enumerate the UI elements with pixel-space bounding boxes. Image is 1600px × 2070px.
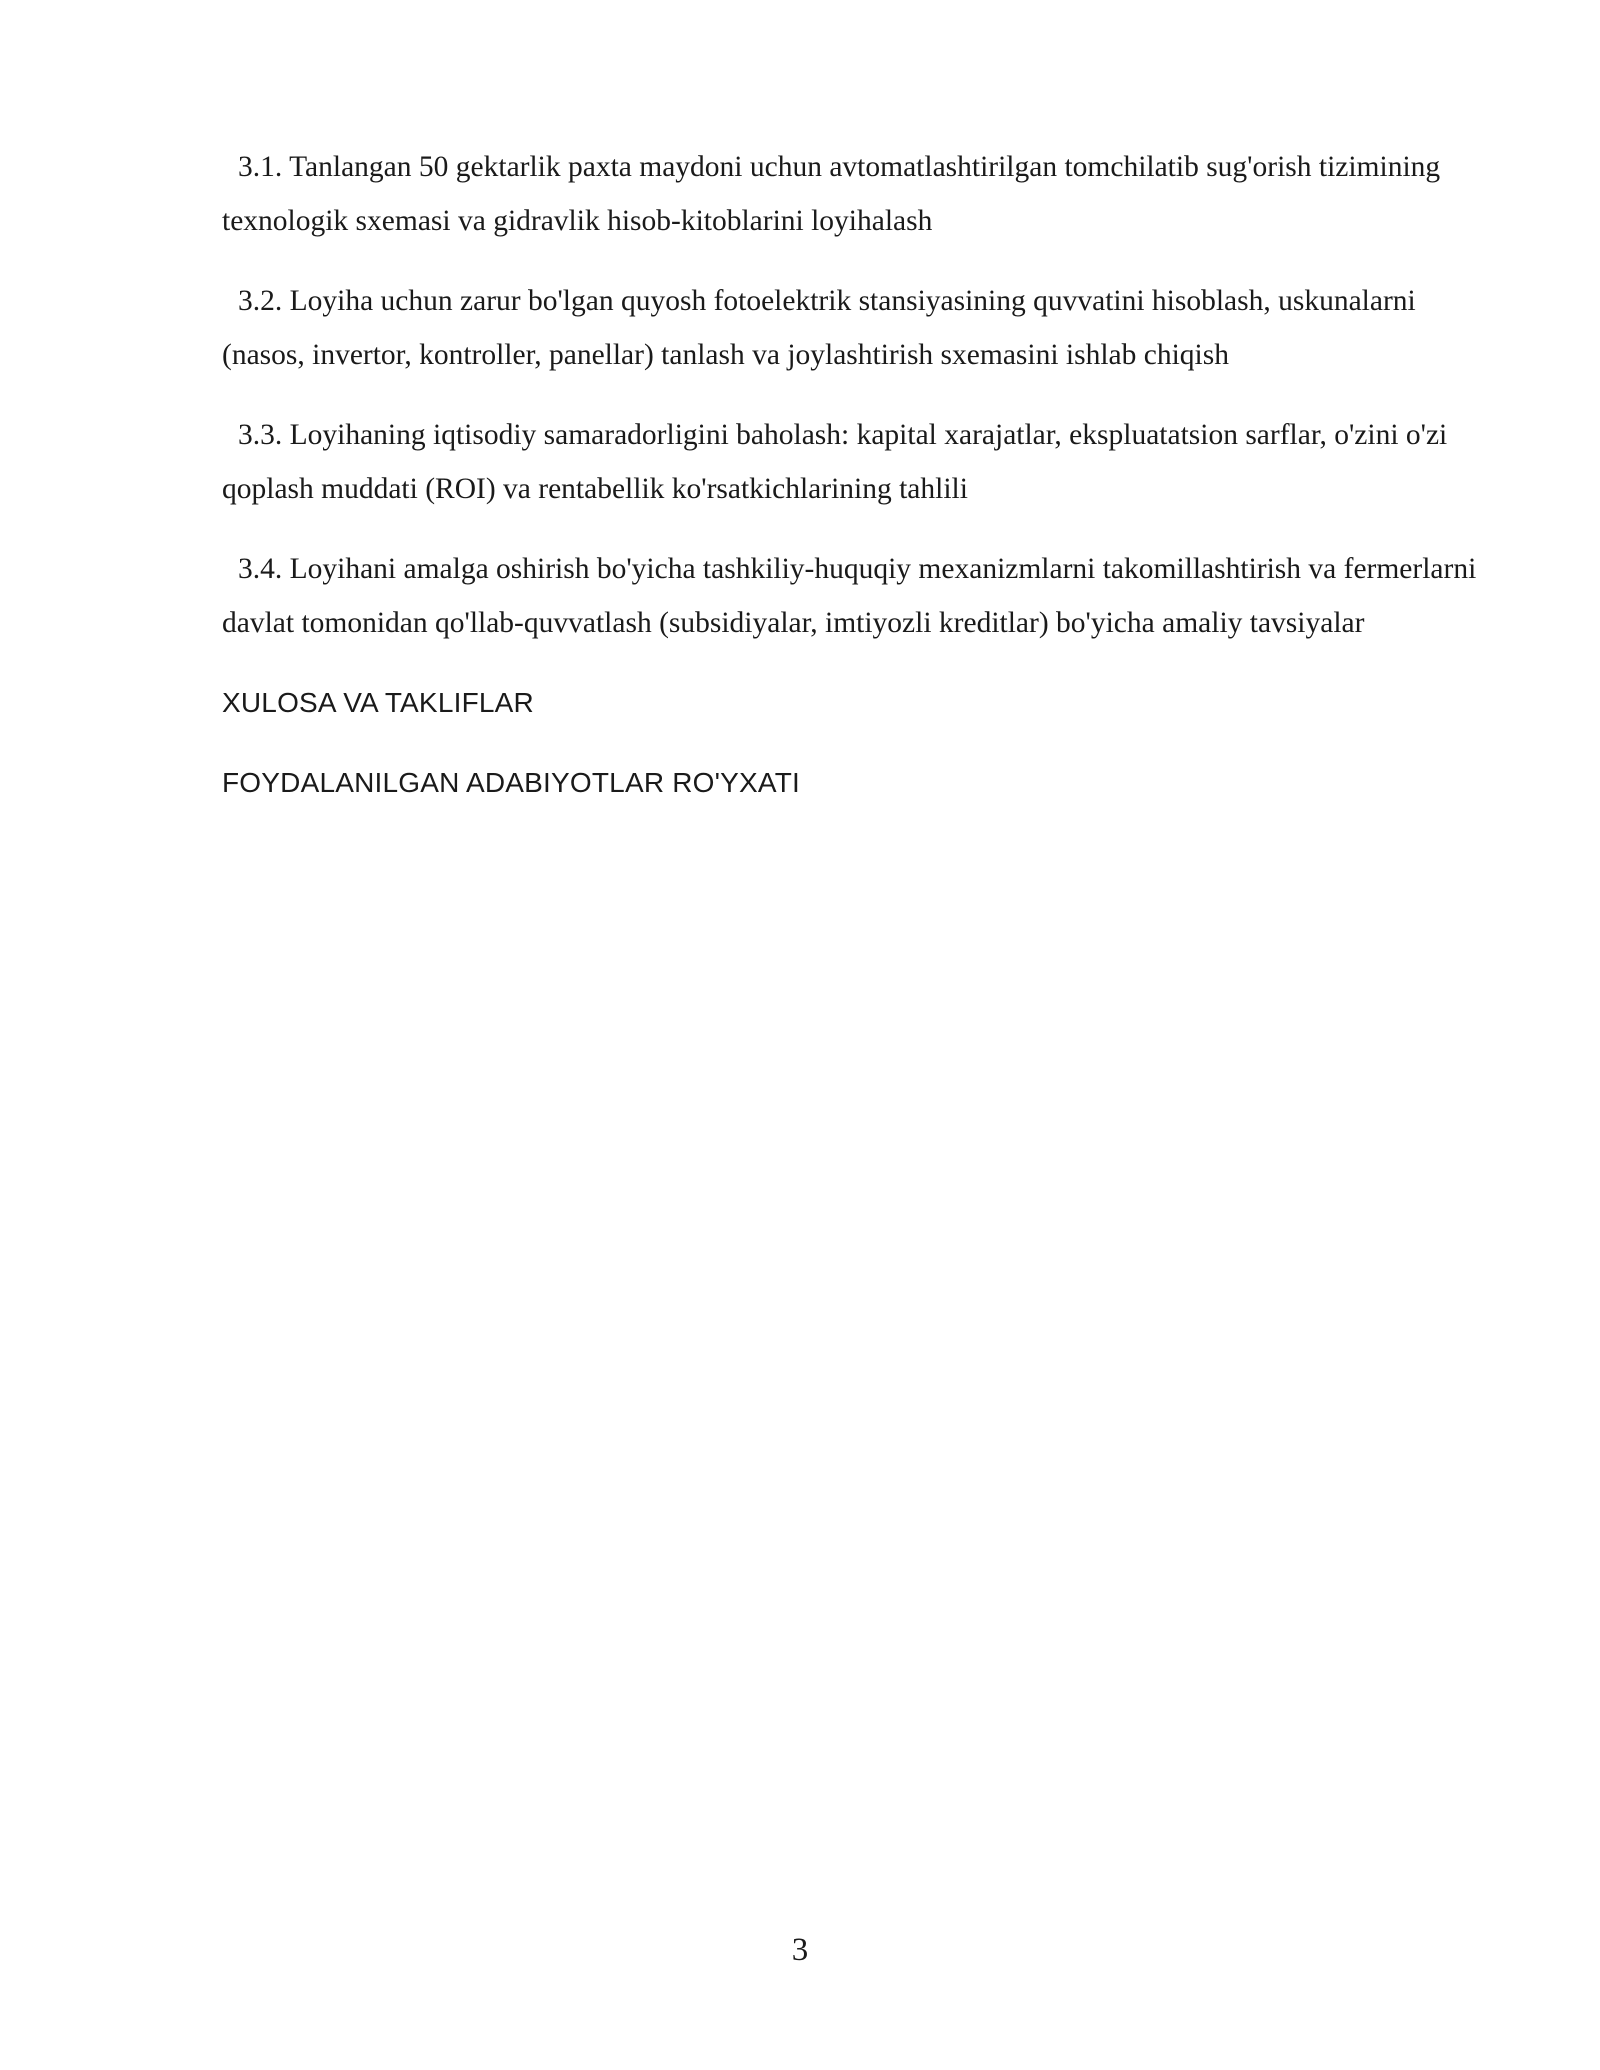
- toc-item-3-2: [222, 274, 1480, 382]
- item-number: 3.4.: [238, 553, 283, 585]
- item-number: 3.1.: [238, 151, 283, 183]
- toc-item-3-4: [222, 542, 1480, 650]
- item-text: Loyiha uchun zarur bo'lgan quyosh fotoelektrik stansiyasining quvvatini hisoblash, uskunalarni (nasos, invertor, kontroller, panellar) tanlash va joylashtirish sxemasini ishlab chiqish: [222, 285, 1416, 371]
- item-text: Tanlangan 50 gektarlik paxta maydoni uchun avtomatlashtirilgan tomchilatib sug'orish tizimining texnologik sxemasi va gidravlik hisob-kitoblarini loyihalash: [222, 151, 1441, 237]
- page-content: [222, 140, 1480, 836]
- references-heading: FOYDALANILGAN ADABIYOTLAR RO'YXATI: [222, 767, 800, 798]
- item-number: 3.2.: [238, 285, 283, 317]
- item-number: 3.3.: [238, 419, 283, 451]
- toc-item-3-1: [222, 140, 1480, 248]
- item-text: Loyihaning iqtisodiy samaradorligini baholash: kapital xarajatlar, ekspluatatsion sarflar, o'zini o'zi qoplash muddati (ROI) va rentabellik ko'rsatkichlarining tahlili: [222, 419, 1448, 505]
- conclusion-heading: XULOSA VA TAKLIFLAR: [222, 687, 534, 718]
- page-number: 3: [791, 1932, 809, 1968]
- toc-item-3-3: [222, 408, 1480, 516]
- item-text: Loyihani amalga oshirish bo'yicha tashkiliy-huquqiy mexanizmlarni takomillashtirish va fermerlarni davlat tomonidan qo'llab-quvvatlash (subsidiyalar, imtiyozli kreditlar) bo'yicha amaliy tavsiyalar: [222, 553, 1477, 639]
